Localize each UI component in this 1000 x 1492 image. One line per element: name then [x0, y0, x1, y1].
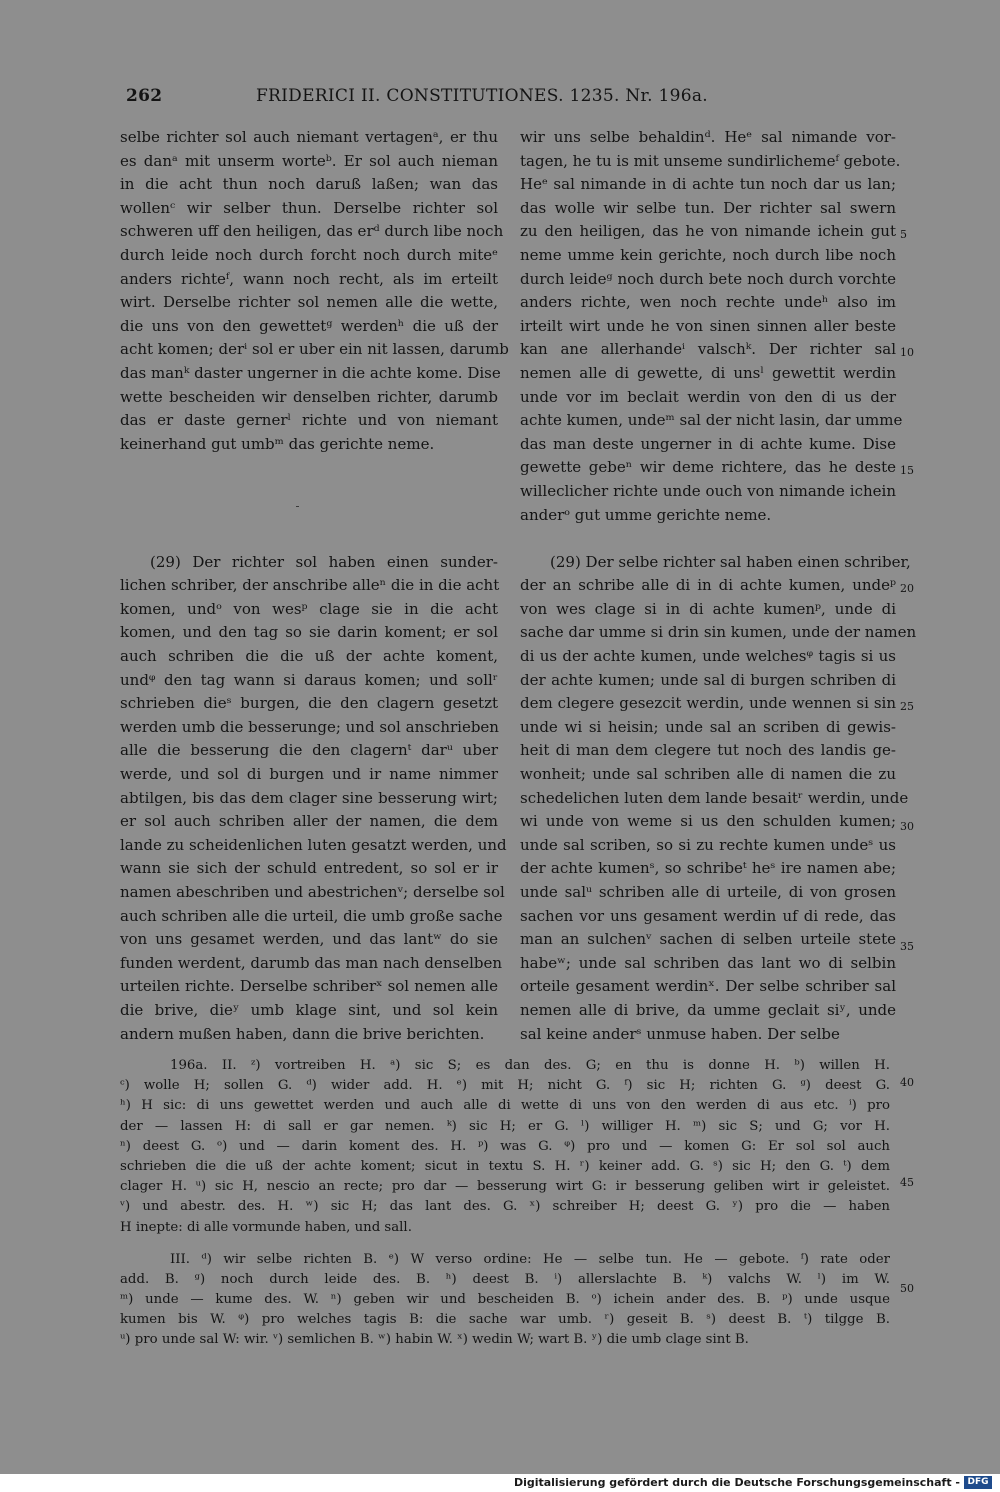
text-line: auch schriben alle die urteil, die umb große sache [120, 906, 503, 925]
text-line: schweren uff den heiligen, das erᵈ durch libe noch [120, 222, 504, 241]
text-line: er sol auch schriben aller der namen, die dem [120, 812, 498, 831]
text-line: undᵠ den tag wann si daraus komen; und sollʳ [120, 670, 498, 689]
footnote-line: ᶜ) wolle H; sollen G. ᵈ) wider add. H. ᵉ) mit H; nicht G. ᶠ) sic H; richten G. ᵍ) deest G. [120, 1078, 890, 1094]
line-number: 35 [900, 940, 914, 953]
text-line: der achte kumen; unde sal di burgen schriben di [520, 670, 896, 689]
dfg-logo: DFG [964, 1476, 992, 1489]
text-line: wollenᶜ wir selber thun. Derselbe richter sol [120, 198, 498, 217]
text-line: unde salᵘ schriben alle di urteile, di von grosen [520, 883, 896, 901]
footnote-line: III. ᵈ) wir selbe richten B. ᵉ) W verso ordine: He — selbe tun. He — gebote. ᶠ) rate oder [170, 1251, 890, 1267]
text-line: sache dar umme si drin sin kumen, unde der namen [520, 623, 917, 642]
footnote-line: ʰ) H sic: di uns gewettet werden und auch alle di wette di uns von den werden di aus etc. ⁱ) pro [120, 1098, 890, 1114]
text-line: namen abeschriben und abestrichenᵛ; derselbe sol [120, 883, 505, 901]
text-line: kan ane allerhandeⁱ valschᵏ. Der richter sal [520, 340, 896, 359]
text-line: funden werdent, darumb das man nach denselben [120, 953, 503, 972]
text-line: wette bescheiden wir denselben richter, darumb [120, 387, 498, 406]
text-line: andern mußen haben, dann die brive berichten. [120, 1024, 485, 1043]
text-line: in die acht thun noch daruß laßen; wan das [120, 175, 498, 194]
text-line: keinerhand gut umbᵐ das gerichte neme. [120, 434, 435, 453]
text-line: unde sal scriben, so si zu rechte kumen undeˢ us [520, 835, 896, 854]
text-line: werden umb die besserunge; und sol anschrieben [120, 717, 499, 736]
text-line: urteilen richte. Derselbe schriberˣ sol nemen alle [120, 977, 498, 996]
text-line: es danᵃ mit unserm worteᵇ. Er sol auch nieman [120, 151, 498, 170]
text-line: von uns gesamet werden, und das lantʷ do sie [120, 930, 498, 949]
text-line: unde wi si heisin; unde sal an scriben di gewis- [520, 717, 896, 736]
text-line: die uns von den gewettetᵍ werdenʰ die uß der [120, 316, 498, 335]
text-line: di us der achte kumen, unde welchesᵠ tagis si us [520, 647, 896, 666]
text-line: lichen schriber, der anschribe alleⁿ die in die acht [120, 576, 500, 595]
text-line: dem clegere gesezcit werdin, unde wennen si sin [520, 694, 896, 713]
text-line: anderᵒ gut umme gerichte neme. [520, 505, 772, 524]
text-line: durch leideᵍ noch durch bete noch durch vorchte [520, 269, 896, 288]
text-line: wir uns selbe behaldinᵈ. Heᵉ sal nimande vor- [520, 128, 896, 146]
digitization-footer [0, 1474, 1000, 1492]
column-mark [296, 506, 299, 507]
text-line: das man deste ungerner in di achte kume. Dise [520, 434, 896, 453]
text-line: unde vor im beclait werdin von den di us der [520, 387, 896, 406]
text-line: Heᵉ sal nimande in di achte tun noch dar us lan; [520, 175, 896, 194]
text-line [120, 456, 498, 480]
text-line: die brive, dieʸ umb klage sint, und sol kein [120, 1000, 498, 1019]
text-line: (29) Der richter sol haben einen sunder- [150, 552, 498, 571]
text-line: schedelichen luten dem lande besaitʳ werdin, unde [520, 788, 909, 807]
footnote-line: 196a. II. ᶻ) vortreiben H. ᵃ) sic S; es dan des. G; en thu is donne H. ᵇ) willen H. [170, 1058, 890, 1073]
text-line: alle die besserung die den clagernᵗ darᵘ uber [120, 741, 498, 760]
footnote-line: clager H. ᵘ) sic H, nescio an recte; pro dar — besserung wirt G: ir besserung geliben wirt ir geleistet. [120, 1179, 890, 1195]
text-line: auch schriben die die uß der achte koment, [120, 647, 498, 666]
text-line: habeʷ; unde sal schriben das lant wo di selbin [520, 953, 896, 972]
text-line [120, 480, 498, 504]
text-line: werde, und sol di burgen und ir name nimmer [120, 765, 498, 784]
text-line: gewette gebeⁿ wir deme richtere, das he deste [520, 458, 896, 477]
footnote-line: der — lassen H: di sall er gar nemen. ᵏ) sic H; er G. ˡ) williger H. ᵐ) sic S; und G; vor H. [120, 1118, 890, 1134]
footnote-line: ᵛ) und abestr. des. H. ʷ) sic H; das lant des. G. ˣ) schreiber H; deest G. ʸ) pro die — haben [120, 1199, 890, 1215]
funding-notice: Digitalisierung gefördert durch die Deutsche Forschungsgemeinschaft - [513, 1476, 960, 1489]
text-line: sal keine anderˢ unmuse haben. Der selbe [520, 1024, 840, 1043]
text-line: heit di man dem clegere tut noch des landis ge- [520, 741, 896, 760]
text-line: komen, und den tag so sie darin koment; er sol [120, 623, 498, 642]
footnote-line: add. B. ᵍ) noch durch leide des. B. ʰ) deest B. ⁱ) allerslachte B. ᵏ) valchs W. ˡ) im W. [120, 1271, 890, 1287]
text-line: lande zu scheidenlichen luten gesatzt werden, und [120, 835, 507, 854]
line-number: 15 [900, 464, 914, 477]
text-line: anders richteᶠ, wann noch recht, als im erteilt [120, 269, 498, 288]
line-number: 30 [900, 820, 914, 833]
line-number: 10 [900, 346, 914, 359]
footnote-line: ᵐ) unde — kume des. W. ⁿ) geben wir und bescheiden B. ᵒ) ichein ander des. B. ᵖ) unde usque [120, 1292, 890, 1308]
text-line [120, 527, 498, 551]
text-line: das er daste gernerˡ richte und von niemant [120, 411, 498, 430]
text-line: sachen vor uns gesament werdin uf di rede, das [520, 906, 896, 925]
running-header [126, 86, 708, 112]
text-line: komen, undᵒ von wesᵖ clage sie in die acht [120, 599, 498, 618]
footnote-line: ⁿ) deest G. ᵒ) und — darin koment des. H. ᵖ) was G. ᵠ) pro und — komen G: Er sol sol auch [120, 1138, 890, 1154]
text-line: achte kumen, undeᵐ sal der nicht lasin, dar umme [520, 411, 903, 430]
footnote-line: ᵘ) pro unde sal W: wir. ᵛ) semlichen B. ʷ) habin W. ˣ) wedin W; wart B. ʸ) die umb clage sint B. [120, 1332, 749, 1348]
text-line: neme umme kein gerichte, noch durch libe noch [520, 245, 896, 264]
text-line: wann sie sich der schuld entredent, so sol er ir [120, 859, 498, 878]
line-number: 5 [900, 228, 907, 241]
text-line: orteile gesament werdinˣ. Der selbe schriber sal [520, 977, 896, 996]
text-line: wirt. Derselbe richter sol nemen alle die wette, [120, 293, 498, 312]
text-line: acht komen; derⁱ sol er uber ein nit lassen, darumb [120, 340, 509, 359]
text-line: schrieben dieˢ burgen, die den clagern gesetzt [120, 694, 498, 713]
text-line [120, 504, 498, 528]
text-line: nemen alle di gewette, di unsˡ gewettit werdin [520, 363, 896, 382]
line-number: 45 [900, 1176, 914, 1189]
line-number: 20 [900, 582, 914, 595]
text-line: abtilgen, bis das dem clager sine besserung wirt; [120, 788, 498, 807]
text-line: von wes clage si in di achte kumenᵖ, unde di [520, 599, 896, 618]
text-line: tagen, he tu is mit unseme sundirlichemeᶠ gebote. [520, 151, 901, 170]
text-line: durch leide noch durch forcht noch durch miteᵉ [120, 245, 498, 264]
left-column-text [120, 126, 509, 1046]
text-line: willeclicher richte unde ouch von nimande ichein [520, 481, 896, 500]
text-line: selbe richter sol auch niemant vertagenᵃ, er thu [120, 128, 498, 146]
line-number: 25 [900, 700, 914, 713]
text-line: man an sulchenᵛ sachen di selben urteile stete [520, 930, 896, 949]
text-line: wonheit; unde sal schriben alle di namen die zu [520, 765, 896, 784]
line-number: 40 [900, 1076, 914, 1089]
text-line: irteilt wirt unde he von sinen sinnen aller beste [520, 316, 896, 335]
text-line: (29) Der selbe richter sal haben einen schriber, [550, 552, 911, 571]
text-line [520, 527, 896, 551]
text-line: das manᵏ daster ungerner in die achte kome. Dise [120, 363, 501, 382]
critical-apparatus [120, 1056, 890, 1351]
footnote-line: schrieben die die uß der achte koment; sicut in textu S. H. ʳ) keiner add. G. ˢ) sic H; den G. ᵗ) dem [120, 1158, 890, 1174]
footnote-line: kumen bis W. ᵠ) pro welches tagis B: die sache war umb. ʳ) geseit B. ˢ) deest B. ᵗ) tilgge B. [120, 1312, 890, 1328]
text-line: der an schribe alle di in di achte kumen, undeᵖ [520, 576, 896, 595]
text-line: das wolle wir selbe tun. Der richter sal swern [520, 198, 896, 217]
footnote-line: H inepte: di alle vormunde haben, und sall. [120, 1219, 412, 1235]
line-number: 50 [900, 1282, 914, 1295]
text-line: zu den heiligen, das he von nimande ichein gut [520, 222, 896, 241]
text-line: anders richte, wen noch rechte undeʰ also im [520, 293, 896, 312]
text-line: der achte kumenˢ, so schribeᵗ heˢ ire namen abe; [520, 859, 896, 878]
text-line: wi unde von weme si us den schulden kumen; [520, 812, 896, 831]
running-title: FRIDERICI II. CONSTITUTIONES. 1235. Nr. 196a. [255, 86, 708, 106]
text-line: nemen alle di brive, da umme geclait siʸ, unde [520, 1000, 896, 1019]
page-number: 262 [126, 86, 163, 106]
